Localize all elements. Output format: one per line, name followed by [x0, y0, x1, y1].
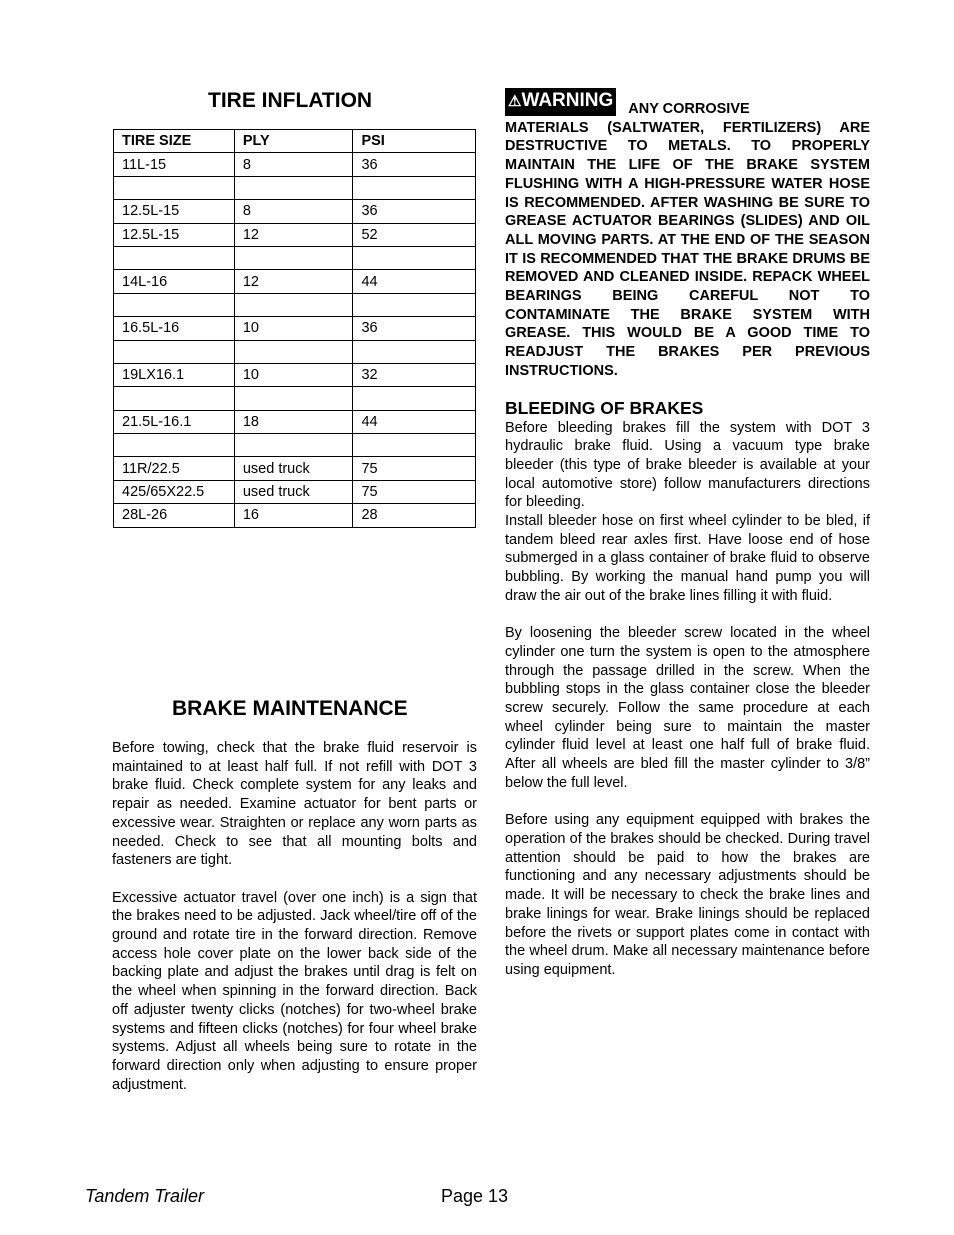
warning-triangle-icon: ⚠ — [508, 93, 522, 110]
tire-size-cell: 12.5L-15 — [114, 200, 235, 223]
header-ply: PLY — [234, 130, 353, 153]
psi-cell: 36 — [353, 317, 476, 340]
ply-cell: 8 — [234, 200, 353, 223]
ply-cell — [234, 434, 353, 457]
tire-inflation-heading: TIRE INFLATION — [208, 89, 373, 112]
psi-cell: 52 — [353, 223, 476, 246]
ply-cell: 10 — [234, 363, 353, 386]
table-row — [114, 293, 476, 316]
psi-cell — [353, 434, 476, 457]
table-row — [114, 340, 476, 363]
ply-cell: 8 — [234, 153, 353, 176]
table-row — [114, 200, 476, 223]
table-row — [114, 387, 476, 410]
psi-cell: 44 — [353, 270, 476, 293]
bleeding-paragraph-4: Before using any equipment equipped with brakes the operation of the brakes should be checked. During travel attention should be paid to how the brakes are functioning and any necessary adjustments should be made. It will be necessary to check the brake lines and brake linings for wear. Brake linings should be replaced before the rivets or support plates come in contact with the wheel drum. Make all necessary maintenance before using equipment. — [505, 812, 870, 978]
warning-badge — [505, 88, 616, 116]
table-header-row — [114, 130, 476, 153]
tire-size-cell: 19LX16.1 — [114, 363, 235, 386]
tire-size-cell: 14L-16 — [114, 270, 235, 293]
brake-maintenance-text — [112, 739, 477, 1094]
ply-cell — [234, 387, 353, 410]
psi-cell: 32 — [353, 363, 476, 386]
psi-cell: 36 — [353, 153, 476, 176]
psi-cell: 36 — [353, 200, 476, 223]
bleeding-paragraph-3: By loosening the bleeder screw located in the wheel cylinder one turn the system is open to the atmosphere through the passage drilled in the screw. When the bubbling stops in the glass container close the bleeder screw securely. Follow the same procedure at each wheel cylinder being sure to maintain the master cylinder fluid level at least one half full of brake fluid. After all wheels are bled fill the master cylinder to 3/8” below the full level. — [505, 625, 870, 791]
psi-cell: 75 — [353, 457, 476, 480]
brake-maintenance-heading: BRAKE MAINTENANCE — [172, 697, 408, 720]
warning-block — [505, 88, 870, 381]
brake-paragraph-2: Excessive actuator travel (over one inch) is a sign that the brakes need to be adjusted. Jack wheel/tire off of the ground and rotate tire in the forward direction. Remove access hole cover plate on the lower back side of the backing plate and adjust the brakes until drag is felt on the wheel when spinning in the forward direction. Back off adjuster twenty clicks (notches) for two-wheel brake systems and fifteen clicks (notches) for four wheel brake systems. Adjust all wheels being sure to rotate in the forward direction only when adjusting to ensure proper adjustment. — [112, 889, 477, 1093]
tire-size-cell: 425/65X22.5 — [114, 480, 235, 503]
bleeding-heading: BLEEDING OF BRAKES — [505, 397, 704, 418]
psi-cell — [353, 340, 476, 363]
table-row — [114, 246, 476, 269]
ply-cell — [234, 340, 353, 363]
tire-size-cell — [114, 293, 235, 316]
psi-cell — [353, 246, 476, 269]
tire-size-cell: 12.5L-15 — [114, 223, 235, 246]
ply-cell — [234, 176, 353, 199]
psi-cell — [353, 293, 476, 316]
tire-size-cell: 28L-26 — [114, 504, 235, 527]
table-row — [114, 223, 476, 246]
table-row — [114, 317, 476, 340]
psi-cell — [353, 387, 476, 410]
ply-cell: 10 — [234, 317, 353, 340]
tire-size-cell — [114, 176, 235, 199]
ply-cell: 12 — [234, 270, 353, 293]
table-row — [114, 270, 476, 293]
psi-cell — [353, 176, 476, 199]
table-row — [114, 504, 476, 527]
tire-inflation-table — [113, 129, 476, 528]
tire-size-cell — [114, 246, 235, 269]
psi-cell: 44 — [353, 410, 476, 433]
ply-cell: 16 — [234, 504, 353, 527]
footer-page-number: Page 13 — [441, 1186, 509, 1206]
tire-size-cell: 11R/22.5 — [114, 457, 235, 480]
table-row — [114, 457, 476, 480]
warning-first-line: ANY CORROSIVE — [628, 101, 750, 117]
table-row — [114, 153, 476, 176]
ply-cell — [234, 293, 353, 316]
table-row — [114, 480, 476, 503]
tire-size-cell — [114, 434, 235, 457]
right-column — [505, 88, 870, 980]
bleeding-paragraph-1: Before bleeding brakes fill the system with DOT 3 hydraulic brake fluid. Using a vacuum type brake bleeder (this type of brake bleeder is available at your local automotive store) follow manufacturers directions for bleeding. — [505, 419, 870, 511]
psi-cell: 28 — [353, 504, 476, 527]
tire-size-cell: 21.5L-16.1 — [114, 410, 235, 433]
table-row — [114, 176, 476, 199]
table-row — [114, 434, 476, 457]
footer-document-title: Tandem Trailer — [85, 1186, 205, 1206]
ply-cell: used truck — [234, 457, 353, 480]
warning-text: MATERIALS (SALTWATER, FERTILIZERS) ARE DESTRUCTIVE TO METALS. TO PROPERLY MAINTAIN THE LIFE OF THE BRAKE SYSTEM FLUSHING WITH A HIGH-PRESSURE WATER HOSE IS RECOMMENDED. AFTER WASHING BE SURE TO GREASE ACTUATOR BEARINGS (SLIDES) AND OIL ALL MOVING PARTS. AT THE END OF THE SEASON IT IS RECOMMENDED THAT THE BRAKE DRUMS BE REMOVED AND CLEANED INSIDE. REPACK WHEEL BEARINGS BEING CAREFUL NOT TO CONTAMINATE THE BRAKE SYSTEM WITH GREASE. THIS WOULD BE A GOOD TIME TO READJUST THE BRAKES PER PREVIOUS INSTRUCTIONS. — [505, 119, 870, 379]
ply-cell — [234, 246, 353, 269]
psi-cell: 75 — [353, 480, 476, 503]
table-row — [114, 410, 476, 433]
tire-size-cell — [114, 387, 235, 410]
tire-size-cell: 16.5L-16 — [114, 317, 235, 340]
ply-cell: 12 — [234, 223, 353, 246]
bleeding-paragraph-2: Install bleeder hose on first wheel cylinder to be bled, if tandem bleed rear axles first. Have loose end of hose submerged in a glass container of brake fluid to observe bubbling. By working the manual hand pump you will draw the air out of the brake lines filling it with fluid. — [505, 513, 870, 604]
tire-size-cell — [114, 340, 235, 363]
table-row — [114, 363, 476, 386]
header-tire-size: TIRE SIZE — [114, 130, 235, 153]
warning-badge-label: WARNING — [521, 90, 614, 111]
ply-cell: 18 — [234, 410, 353, 433]
ply-cell: used truck — [234, 480, 353, 503]
tire-size-cell: 11L-15 — [114, 153, 235, 176]
brake-paragraph-1: Before towing, check that the brake fluid reservoir is maintained to at least half full. If not refill with DOT 3 brake fluid. Check complete system for any leaks and repair as needed. Examine actuator for bent parts or excessive wear. Straighten or replace any worn parts as needed. Check to see that all mounting bolts and fasteners are tight. — [112, 740, 477, 869]
header-psi: PSI — [353, 130, 476, 153]
